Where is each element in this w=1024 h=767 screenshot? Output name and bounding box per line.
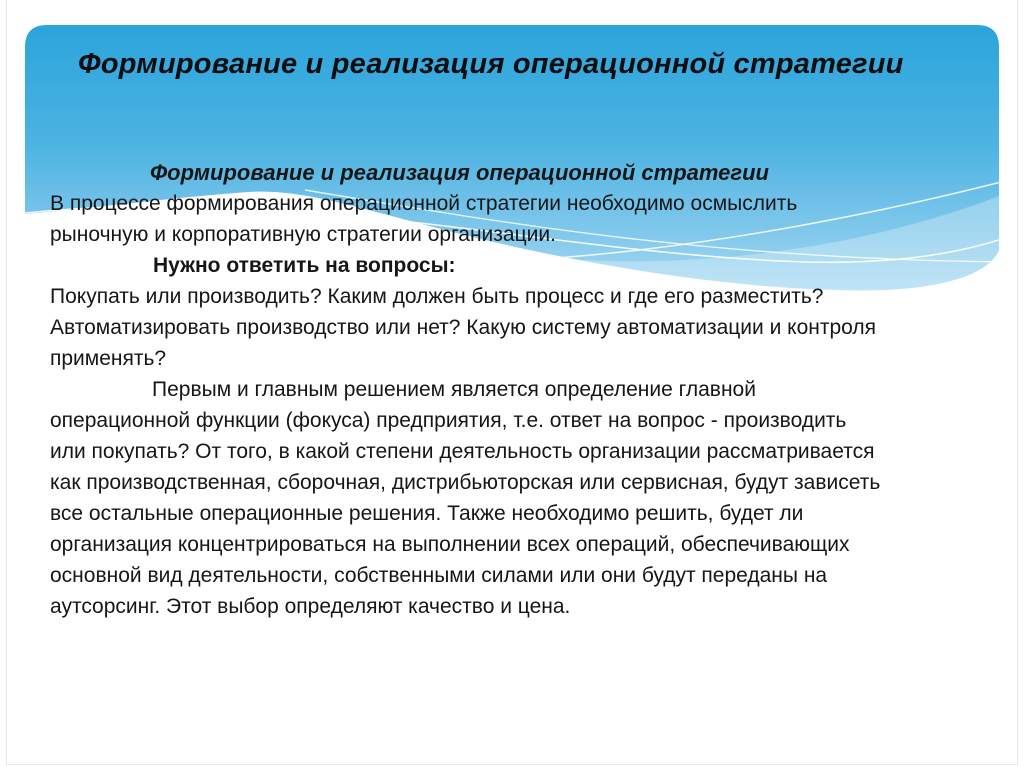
body-line: Первым и главным решением является определение главной [152,378,756,401]
body-line: операционной функции (фокуса) предприятия, т.е. ответ на вопрос - производить [50,409,847,432]
slide-title: Формирование и реализация операционной стратегии [78,48,904,80]
body-line: организация концентрироваться на выполнении всех операций, обеспечивающих [50,533,850,556]
body-line: В процессе формирования операционной стратегии необходимо осмыслить [50,192,798,215]
body-subtitle: Формирование и реализация операционной стратегии [150,160,769,185]
slide-body-text [50,157,990,622]
body-line: рыночную и корпоративную стратегии организации. [50,223,556,246]
body-line: Автоматизировать производство или нет? Какую систему автоматизации и контроля [50,316,877,339]
body-line: как производственная, сборочная, дистрибьюторская или сервисная, будут зависеть [50,471,881,494]
body-line: аутсорсинг. Этот выбор определяют качество и цена. [50,595,571,618]
body-question-heading: Нужно ответить на вопросы: [153,254,456,277]
body-line: или покупать? От того, в какой степени деятельность организации рассматривается [50,440,875,463]
body-line: Покупать или производить? Каким должен быть процесс и где его разместить? [50,285,824,308]
body-line: основной вид деятельности, собственными силами или они будут переданы на [50,564,828,587]
body-line: все остальные операционные решения. Также необходимо решить, будет ли [50,502,804,525]
body-line: применять? [50,347,167,370]
